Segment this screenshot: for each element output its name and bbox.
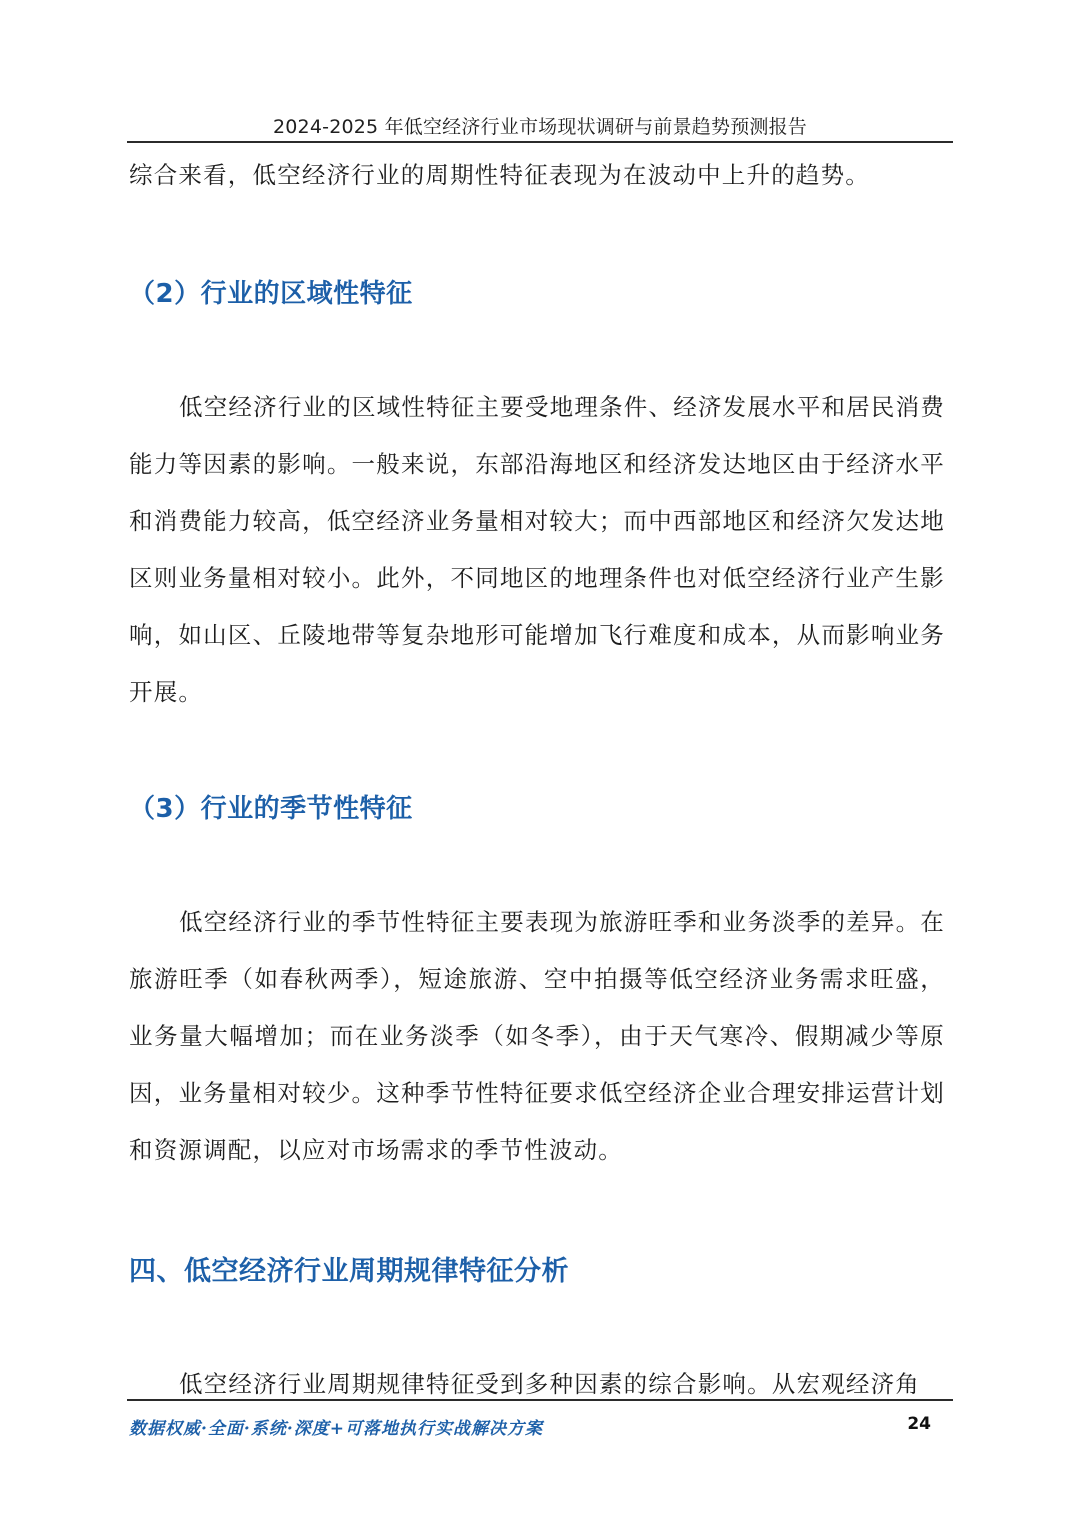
chapter-heading-cycle-analysis: 四、低空经济行业周期规律特征分析 — [129, 1256, 569, 1287]
paragraph-seasonal-characteristics: 低空经济行业的季节性特征主要表现为旅游旺季和业务淡季的差异。在旅游旺季（如春秋两季），短途旅游、空中拍摄等低空经济业务需求旺盛，业务量大幅增加；而在业务淡季（如冬季），由于天气寒冷、假期减少等原因，业务量相对较少。这种季节性特征要求低空经济企业合理安排运营计划和资源调配，以应对市场需求的季节性波动。 — [129, 908, 945, 1164]
page-header — [127, 104, 953, 143]
footer-slogan: 数据权威·全面·系统·深度+可落地执行实战解决方案 — [129, 1419, 543, 1439]
intro-paragraph: 综合来看，低空经济行业的周期性特征表现为在波动中上升的趋势。 — [129, 161, 870, 189]
section-heading-seasonal: （3）行业的季节性特征 — [129, 794, 413, 824]
footer-divider — [127, 1399, 953, 1401]
page-number: 24 — [907, 1414, 931, 1434]
paragraph-regional-characteristics: 低空经济行业的区域性特征主要受地理条件、经济发展水平和居民消费能力等因素的影响。一般来说，东部沿海地区和经济发达地区由于经济水平和消费能力较高，低空经济业务量相对较大；而中西部地区和经济欠发达地区则业务量相对较小。此外，不同地区的地理条件也对低空经济行业产生影响，如山区、丘陵地带等复杂地形可能增加飞行难度和成本，从而影响业务开展。 — [129, 393, 945, 706]
section-heading-regional: （2）行业的区域性特征 — [129, 279, 413, 309]
report-title: 2024-2025 年低空经济行业市场现状调研与前景趋势预测报告 — [272, 116, 807, 138]
paragraph-cycle-analysis-start: 低空经济行业周期规律特征受到多种因素的综合影响。从宏观经济角 — [179, 1370, 920, 1398]
